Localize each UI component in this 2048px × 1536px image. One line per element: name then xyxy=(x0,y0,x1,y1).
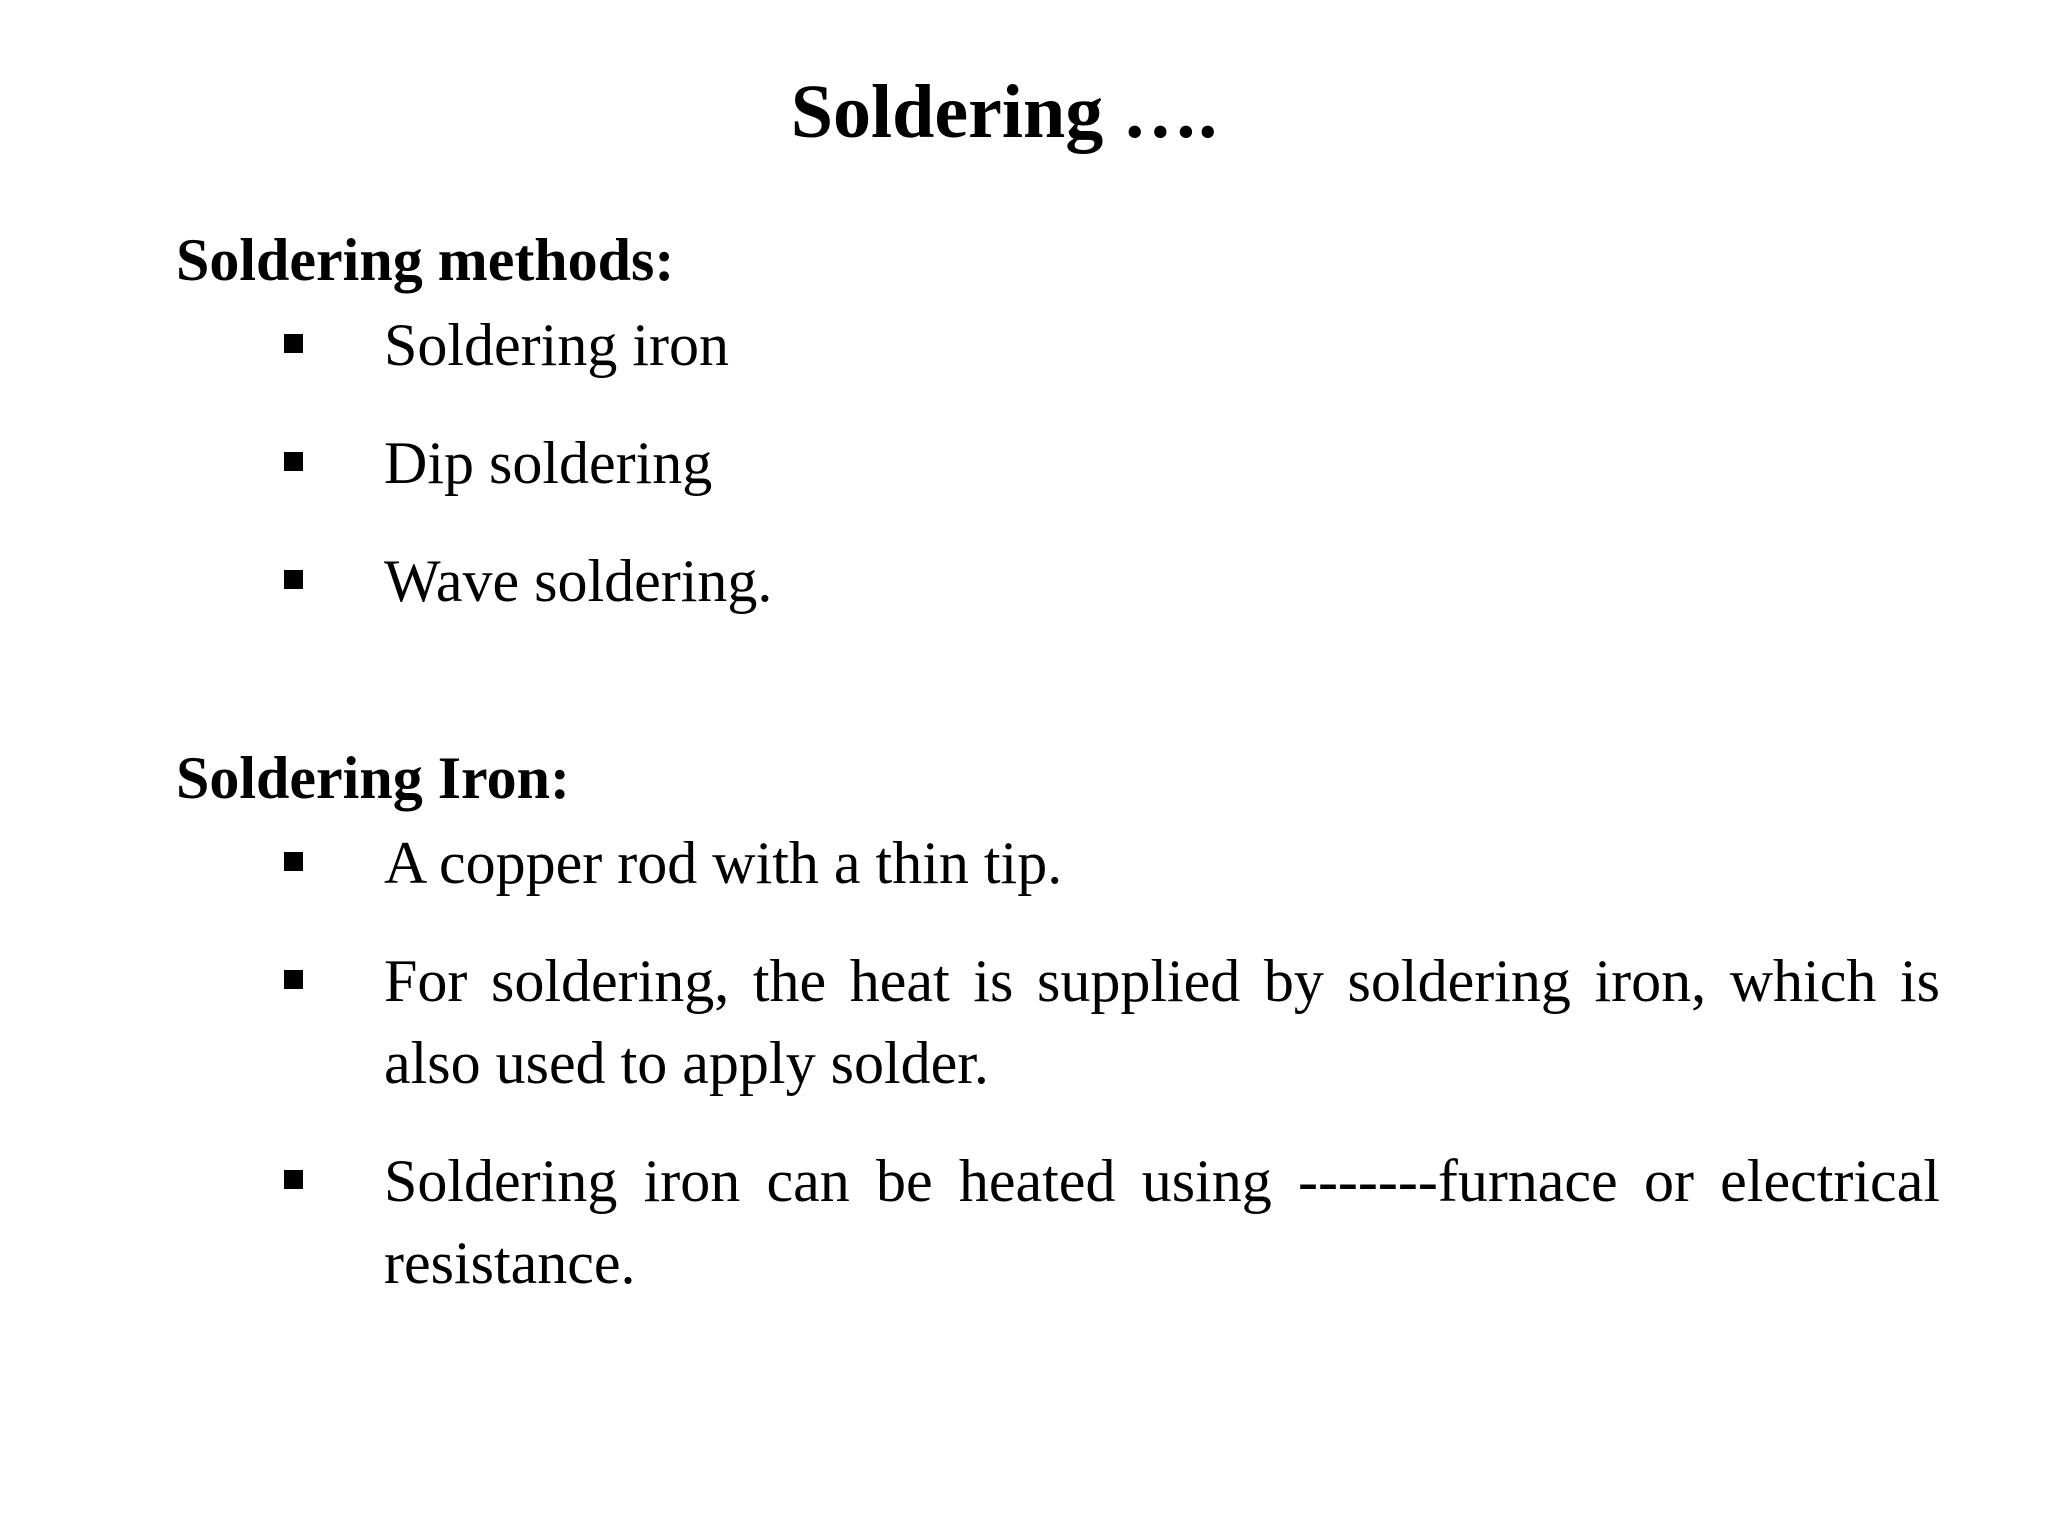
list-item-text: A copper rod with a thin tip. xyxy=(384,830,1063,896)
list-item xyxy=(0,1140,2048,1304)
section-heading-soldering-methods: Soldering methods: xyxy=(176,227,675,293)
list-item xyxy=(0,304,2048,386)
square-bullet-icon xyxy=(284,970,303,989)
list-item-text: Soldering iron xyxy=(384,312,729,378)
square-bullet-icon xyxy=(284,1170,303,1189)
list-item xyxy=(0,822,2048,904)
list-item xyxy=(0,540,2048,622)
list-item-text: Soldering iron can be heated using -------furnace or electrical resistance. xyxy=(384,1148,1940,1296)
soldering-methods-list xyxy=(0,304,2048,622)
list-item-text: Dip soldering xyxy=(384,430,713,496)
square-bullet-icon xyxy=(284,334,303,353)
soldering-iron-list xyxy=(0,822,2048,1304)
section-heading-soldering-iron: Soldering Iron: xyxy=(176,745,570,811)
square-bullet-icon xyxy=(284,452,303,471)
list-item xyxy=(0,940,2048,1104)
slide-title: Soldering …. xyxy=(790,70,1218,154)
square-bullet-icon xyxy=(284,852,303,871)
list-item-text: Wave soldering. xyxy=(384,548,773,614)
list-item-text: For soldering, the heat is supplied by soldering iron, which is also used to apply solder. xyxy=(384,948,1940,1096)
square-bullet-icon xyxy=(284,570,303,589)
list-item xyxy=(0,422,2048,504)
